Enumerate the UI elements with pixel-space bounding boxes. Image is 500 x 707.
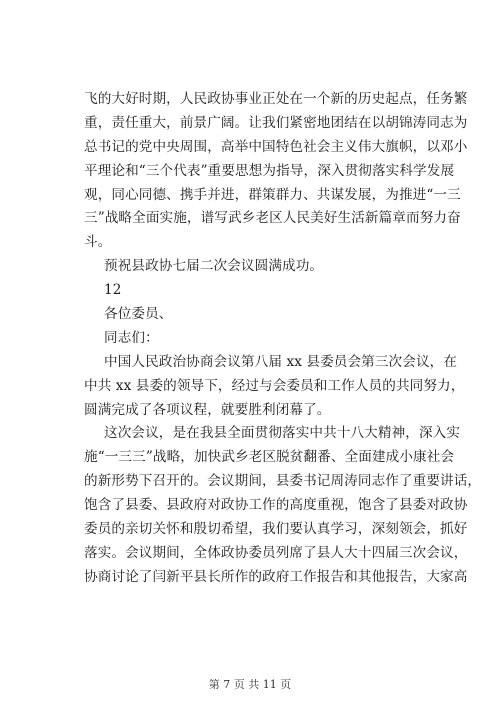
text-line: 三”战略全面实施，谱写武乡老区人民美好生活新篇章而努力奋 — [84, 210, 461, 227]
salutation-line: 各位委员、 — [104, 306, 173, 323]
text-line: 这次会议，是在我县全面贯彻落实中共十八大精神，深入实 — [104, 425, 461, 442]
text-line: 中国人民政治协商会议第八届 xx 县委员会第三次会议，在 — [104, 353, 458, 370]
text-line: 重，责任重大，前景广阔。让我们紧密地团结在以胡锦涛同志为 — [84, 114, 468, 131]
paragraph-closing — [84, 88, 468, 255]
text-line: 飞的大好时期，人民政协事业正处在一个新的历史起点，任务繁 — [84, 91, 468, 107]
text-line: 中共 xx 县委的领导下，经过与会委员和工作人员的共同努力， — [84, 377, 465, 394]
paragraph-meeting — [84, 422, 482, 589]
paragraph-opening — [84, 351, 465, 423]
text-line: 落实。会议期间，全体政协委员列席了县人大十四届三次会议， — [84, 544, 468, 561]
text-line: 圆满完成了各项议程，就要胜利闭幕了。 — [84, 401, 331, 418]
page-footer: 第 7 页 共 11 页 — [208, 678, 292, 691]
text-line: 观，同心同德、携手并进，群策群力、共谋发展，为推进“一三 — [84, 186, 461, 203]
text-line: 施“一三三”战略，加快武乡老区脱贫翻番、全面建成小康社会 — [84, 449, 455, 466]
text-line: 的新形势下召开的。会议期间，县委书记周涛同志作了重要讲话， — [84, 473, 482, 490]
text-line: 委员的亲切关怀和殷切希望，我们要认真学习，深刻领会，抓好 — [84, 521, 468, 538]
text-line: 斗。 — [84, 234, 112, 251]
text-line: 总书记的党中央周围，高举中国特色社会主义伟大旗帜，以邓小 — [84, 138, 468, 155]
wish-line: 预祝县政协七届二次会议圆满成功。 — [104, 258, 324, 275]
document-body — [84, 88, 482, 590]
section-number: 12 — [104, 282, 122, 299]
text-line: 饱含了县委、县政府对政协工作的高度重视，饱含了县委对政协 — [84, 497, 468, 514]
text-line: 协商讨论了闫新平县长所作的政府工作报告和其他报告，大家高 — [84, 568, 468, 585]
salutation-line: 同志们： — [104, 329, 159, 346]
text-line: 平理论和“三个代表”重要思想为指导，深入贯彻落实科学发展 — [84, 162, 455, 179]
